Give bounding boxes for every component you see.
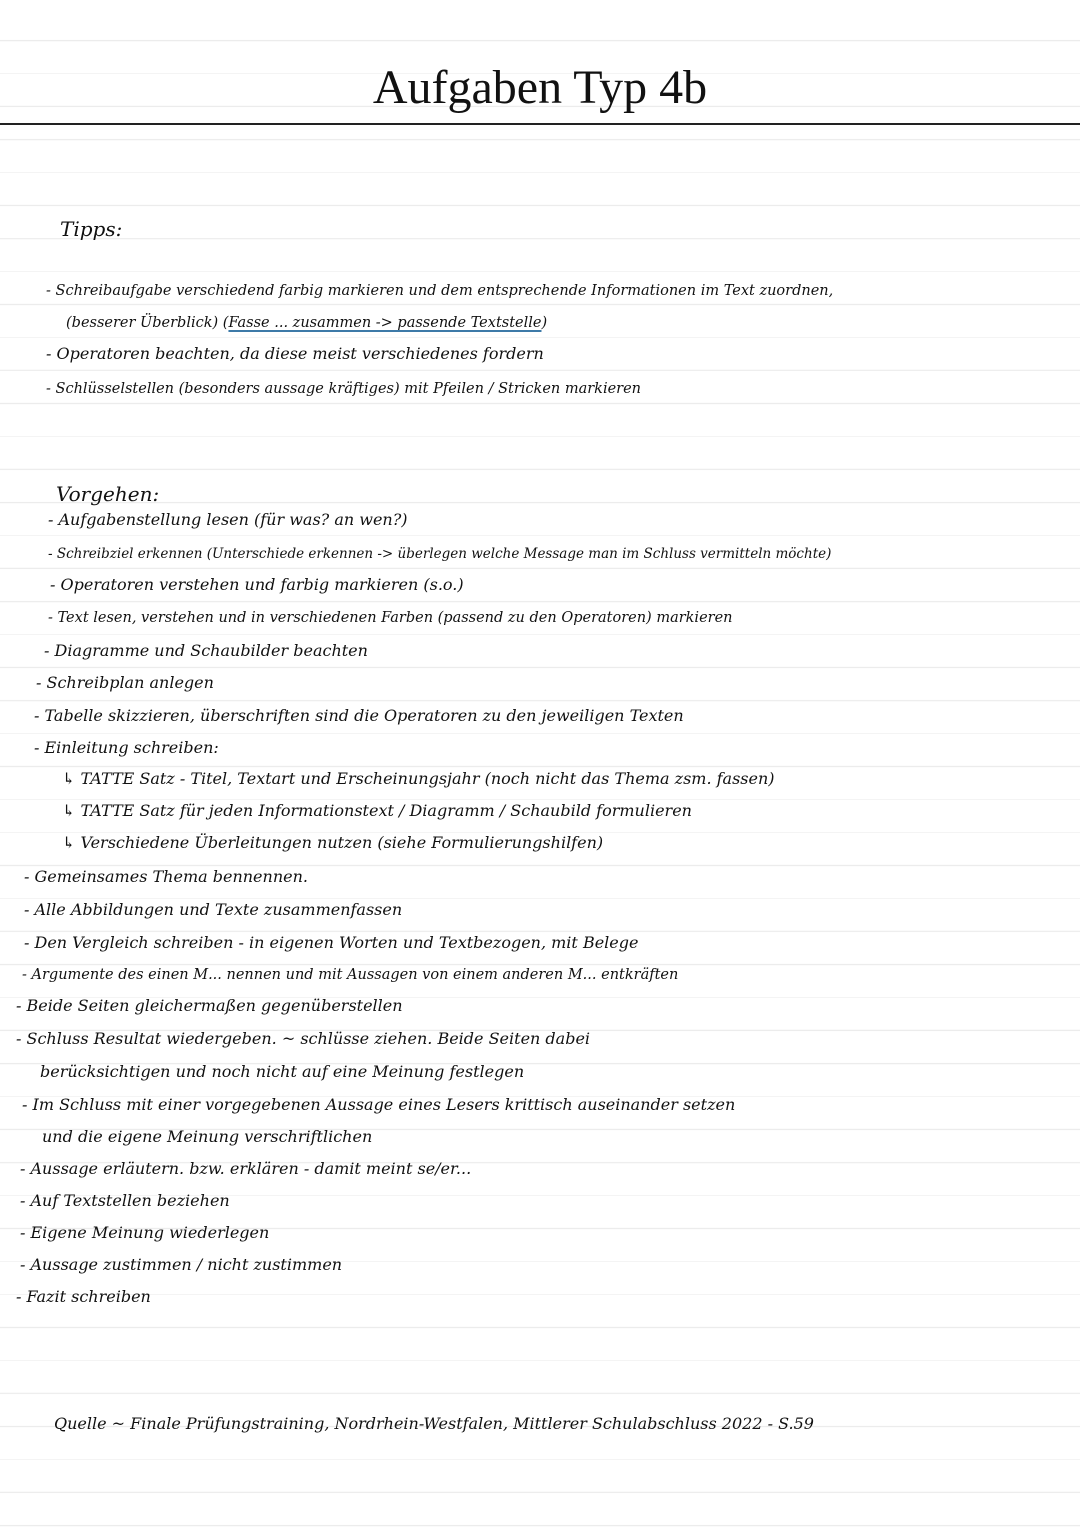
procedure-item-6: - Schreibplan anlegen	[36, 673, 214, 692]
procedure-item-2: - Schreibziel erkennen (Unterschiede erkennen -> überlegen welche Message man im Schluss vermitteln möchte)	[48, 546, 832, 562]
procedure-item-9: - Gemeinsames Thema bennennen.	[24, 867, 308, 886]
tips-item-2: - Operatoren beachten, da diese meist verschiedenes fordern	[46, 344, 544, 363]
tips-item-1-cont-b: )	[541, 315, 548, 331]
procedure-subitem-2: ↳ TATTE Satz für jeden Informationstext / Diagramm / Schaubild formulieren	[62, 801, 692, 820]
procedure-item-15: - Im Schluss mit einer vorgegebenen Aussage eines Lesers krittisch auseinander setzen	[22, 1095, 736, 1114]
procedure-item-13: - Beide Seiten gleichermaßen gegenüberstellen	[16, 996, 403, 1015]
procedure-item-12: - Argumente des einen M... nennen und mit Aussagen von einem anderen M... entkräften	[22, 967, 679, 983]
page-title: Aufgaben Typ 4b	[372, 61, 708, 114]
procedure-subitem-1: ↳ TATTE Satz - Titel, Textart und Erscheinungsjahr (noch nicht das Thema zsm. fassen)	[62, 769, 775, 788]
tips-heading: Tipps:	[60, 217, 123, 241]
tips-item-1: - Schreibaufgabe verschiedend farbig markieren und dem entsprechende Informationen im Text zuordnen,	[46, 283, 834, 299]
procedure-item-19: - Aussage zustimmen / nicht zustimmen	[20, 1255, 343, 1274]
procedure-item-11: - Den Vergleich schreiben - in eigenen Worten und Textbezogen, mit Belege	[24, 933, 639, 952]
procedure-item-17: - Auf Textstellen beziehen	[20, 1191, 230, 1210]
tips-item-1-continued	[66, 312, 547, 334]
procedure-item-15-continued: und die eigene Meinung verschriftlichen	[42, 1127, 373, 1146]
procedure-heading: Vorgehen:	[56, 482, 160, 506]
procedure-item-14-continued: berücksichtigen und noch nicht auf eine Meinung festlegen	[40, 1062, 525, 1081]
source-citation: Quelle ~ Finale Prüfungstraining, Nordrhein-Westfalen, Mittlerer Schulabschluss 2022 - S.59	[54, 1414, 814, 1433]
tips-item-1-cont-a: (besserer Überblick) (	[66, 315, 229, 331]
procedure-item-18: - Eigene Meinung wiederlegen	[20, 1223, 270, 1242]
procedure-item-1: - Aufgabenstellung lesen (für was? an wen?)	[48, 510, 408, 529]
title-rule	[0, 123, 1080, 125]
procedure-item-5: - Diagramme und Schaubilder beachten	[44, 641, 368, 660]
tips-item-1-highlight: Fasse ... zusammen -> passende Textstelle	[228, 315, 542, 331]
procedure-item-20: - Fazit schreiben	[16, 1287, 151, 1306]
procedure-item-7: - Tabelle skizzieren, überschriften sind die Operatoren zu den jeweiligen Texten	[34, 706, 684, 725]
procedure-item-8: - Einleitung schreiben:	[34, 738, 219, 757]
procedure-item-10: - Alle Abbildungen und Texte zusammenfassen	[24, 900, 403, 919]
procedure-subitem-3: ↳ Verschiedene Überleitungen nutzen (siehe Formulierungshilfen)	[62, 833, 604, 852]
procedure-item-3: - Operatoren verstehen und farbig markieren (s.o.)	[50, 575, 464, 594]
tips-item-3: - Schlüsselstellen (besonders aussage kräftiges) mit Pfeilen / Stricken markieren	[46, 381, 642, 397]
procedure-item-14: - Schluss Resultat wiedergeben. ~ schlüsse ziehen. Beide Seiten dabei	[16, 1029, 591, 1048]
procedure-item-16: - Aussage erläutern. bzw. erklären - damit meint se/er...	[20, 1159, 472, 1178]
procedure-item-4: - Text lesen, verstehen und in verschiedenen Farben (passend zu den Operatoren) markieren	[48, 610, 733, 626]
